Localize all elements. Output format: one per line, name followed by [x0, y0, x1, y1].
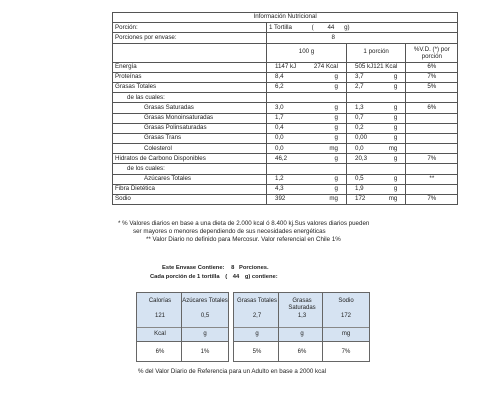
- summary2-paren: (: [225, 274, 228, 280]
- nutrient-name: Grasas Polinsaturadas: [113, 123, 267, 133]
- gda-label: Grasas Totales: [237, 298, 277, 304]
- gda-unit: g: [300, 331, 304, 337]
- gda-unit: mg: [341, 331, 351, 337]
- daily-value: 7%: [406, 154, 458, 164]
- table-row: [113, 82, 458, 92]
- nutrient-name: Sodio: [113, 195, 267, 205]
- gda-divider: [182, 327, 228, 328]
- value-100g-unit: g: [334, 103, 338, 111]
- header-vd: %V.D. (*) por porción: [406, 43, 458, 62]
- gda-label: Azúcares Totales: [182, 298, 228, 304]
- summary2-value: 44: [232, 274, 240, 280]
- value-100g: [267, 123, 347, 133]
- value-portion-amount: 0,5: [355, 175, 364, 183]
- value-portion-unit: g: [393, 185, 398, 193]
- value-100g-amount: 392: [275, 195, 286, 203]
- value-100g-unit: g: [334, 124, 338, 132]
- nutrient-name: Energía: [113, 62, 267, 72]
- gda-value: 1,3: [297, 313, 307, 319]
- table-row: [113, 195, 458, 205]
- summary-line-1: [162, 265, 269, 271]
- nutrient-name: Hidratos de Carbono Disponibles: [113, 154, 267, 164]
- value-100g-unit: g: [334, 83, 338, 91]
- value-100g-unit: g: [334, 113, 338, 121]
- table-row: [113, 62, 458, 72]
- table-row: [113, 113, 458, 123]
- daily-value: 7%: [406, 72, 458, 82]
- gda-label: Calorías: [148, 298, 172, 304]
- header-100g: 100 g: [267, 43, 347, 62]
- nutrient-name: Fibra Dietética: [113, 184, 267, 194]
- value-100g-amount: 1,7: [275, 113, 284, 121]
- nutrient-name: Grasas Saturadas: [113, 103, 267, 113]
- gda-unit: g: [255, 331, 259, 337]
- table-row: [113, 123, 458, 133]
- nutrient-name: Grasas Trans: [113, 133, 267, 143]
- gda-value: 121: [154, 313, 165, 319]
- table-row: [113, 103, 458, 113]
- servings-value: 8: [267, 33, 458, 43]
- nutrient-name: Grasas Totales: [113, 82, 267, 92]
- value-100g-unit: g: [334, 154, 338, 162]
- note-line-1: * % Valores diarios en base a una dieta de 2.000 kcal ó 8.400 kj.Sus valores diarios pueden: [118, 220, 370, 227]
- value-portion-unit: g: [393, 83, 398, 91]
- value-100g-unit: g: [334, 185, 338, 193]
- value-100g-amount: 1147 kJ: [275, 63, 297, 71]
- gda-box-calories: [136, 292, 184, 362]
- value-portion-amount: 1,9: [355, 185, 364, 193]
- value-100g-unit: mg: [329, 144, 338, 152]
- nutrient-name: Colesterol: [113, 144, 267, 154]
- value-100g: [267, 82, 347, 92]
- summary-prefix: Este Envase Contiene:: [162, 265, 225, 271]
- gda-unit: Kcal: [154, 331, 166, 337]
- value-100g: [267, 184, 347, 194]
- servings-label: Porciones por envase:: [113, 33, 267, 43]
- value-portion-unit: g: [393, 103, 398, 111]
- value-100g-amount: 6,2: [275, 83, 284, 91]
- value-100g-amount: 0,4: [275, 124, 284, 132]
- footer-note: % del Valor Diario de Referencia para un Adulto en base a 2000 kcal: [138, 368, 327, 375]
- gda-percent: 7%: [323, 341, 369, 361]
- gda-box-total-fat: [233, 292, 281, 362]
- summary-suffix: Porciones.: [238, 265, 269, 271]
- value-portion: [347, 154, 406, 164]
- value-portion-unit: g: [393, 134, 398, 142]
- gda-divider: [323, 327, 369, 328]
- gda-label: Sodio: [338, 298, 354, 304]
- value-100g: [267, 72, 347, 82]
- gda-divider: [234, 327, 280, 328]
- gda-percent: 5%: [234, 341, 280, 361]
- daily-value: 7%: [406, 195, 458, 205]
- daily-value: 5%: [406, 82, 458, 92]
- value-100g-unit: g: [334, 73, 338, 81]
- nutrient-name: Proteínas: [113, 72, 267, 82]
- daily-value: [406, 113, 458, 123]
- value-100g: [267, 103, 347, 113]
- daily-value: [406, 164, 458, 174]
- value-portion: [347, 195, 406, 205]
- value-portion-unit: mg: [388, 144, 398, 152]
- table-row: [113, 184, 458, 194]
- daily-value: 6%: [406, 103, 458, 113]
- value-100g: [267, 195, 347, 205]
- value-portion-amount: 0,0: [355, 144, 364, 152]
- value-portion: [347, 144, 406, 154]
- gda-percent: 6%: [137, 341, 183, 361]
- nutrition-table: [112, 12, 458, 205]
- value-portion: [347, 93, 406, 103]
- daily-value: [406, 184, 458, 194]
- gda-percent: 6%: [279, 341, 325, 361]
- value-100g-amount: 46,2: [275, 154, 288, 162]
- value-portion: [347, 164, 406, 174]
- value-100g-amount: 1,2: [275, 175, 284, 183]
- summary-count: 8: [231, 265, 235, 271]
- value-portion-amount: 2,7: [355, 83, 364, 91]
- daily-value: [406, 144, 458, 154]
- daily-value: **: [406, 174, 458, 184]
- summary2-prefix: Cada porción de 1 tortilla: [150, 274, 220, 280]
- gda-divider: [137, 327, 183, 328]
- note-line-2: ser mayores o menores dependiendo de sus necesidades energéticas: [133, 228, 326, 235]
- value-100g: [267, 113, 347, 123]
- value-100g-amount: 0,0: [275, 134, 284, 142]
- summary-line-2: [150, 274, 278, 280]
- value-portion-amount: 1,3: [355, 103, 364, 111]
- value-portion-amount: 0,00: [355, 134, 368, 142]
- table-row: [113, 144, 458, 154]
- daily-value: [406, 123, 458, 133]
- table-title: Información Nutricional: [113, 13, 458, 23]
- value-100g-unit: g: [334, 134, 338, 142]
- table-row: [113, 93, 458, 103]
- daily-value: [406, 133, 458, 143]
- nutrient-name: de los cuales:: [113, 164, 267, 174]
- table-row: [113, 154, 458, 164]
- value-portion-unit: g: [393, 175, 398, 183]
- note-line-3: ** Valor Diario no definido para Mercosur. Valor referencial en Chile 1%: [146, 236, 341, 243]
- portion-label: Porción:: [113, 23, 267, 33]
- value-100g: [267, 133, 347, 143]
- gda-label: Grasas Saturadas: [288, 298, 316, 311]
- portion-grams: 44: [327, 23, 335, 31]
- gda-value: 0,5: [200, 313, 210, 319]
- portion-value: 1 Tortilla: [269, 23, 292, 31]
- portion-paren: (: [311, 23, 314, 31]
- header-blank: [113, 43, 267, 62]
- value-100g: [267, 93, 347, 103]
- value-100g-unit: mg: [329, 195, 338, 203]
- value-100g-amount: 0,0: [275, 144, 284, 152]
- value-portion: [347, 72, 406, 82]
- nutrient-name: de las cuales:: [113, 93, 267, 103]
- value-portion: [347, 82, 406, 92]
- gda-unit: g: [203, 331, 207, 337]
- daily-value: [406, 93, 458, 103]
- value-100g: [267, 62, 347, 72]
- value-100g: [267, 144, 347, 154]
- value-100g: [267, 154, 347, 164]
- value-100g: [267, 164, 347, 174]
- value-100g-amount: 8,4: [275, 73, 284, 81]
- table-row: [113, 133, 458, 143]
- portion-value-cell: [267, 23, 458, 33]
- gda-box-sugars: [181, 292, 229, 362]
- value-portion-amount: 172: [355, 195, 366, 203]
- value-100g: [267, 174, 347, 184]
- gda-box-saturated-fat: [278, 292, 326, 362]
- value-portion: [347, 62, 406, 72]
- nutrient-name: Azúcares Totales: [113, 174, 267, 184]
- value-portion: [347, 174, 406, 184]
- daily-value: 6%: [406, 62, 458, 72]
- value-portion-unit: g: [393, 73, 398, 81]
- value-portion-amount: 20,3: [355, 154, 368, 162]
- value-portion: [347, 133, 406, 143]
- value-portion-amount: 0,2: [355, 124, 364, 132]
- gda-value: 2,7: [252, 313, 262, 319]
- gda-box-sodium: [322, 292, 370, 362]
- value-portion: [347, 184, 406, 194]
- value-portion-amount: 0,7: [355, 113, 364, 121]
- value-portion-unit: g: [393, 154, 398, 162]
- gda-value: 172: [340, 313, 351, 319]
- value-100g-unit: g: [334, 175, 338, 183]
- value-portion-unit: mg: [388, 195, 398, 203]
- table-row: [113, 174, 458, 184]
- value-portion-unit: g: [393, 124, 398, 132]
- table-row: [113, 72, 458, 82]
- header-portion: 1 porción: [347, 43, 406, 62]
- value-portion: [347, 113, 406, 123]
- value-portion: [347, 103, 406, 113]
- gda-percent: 1%: [182, 341, 228, 361]
- value-100g-unit: 274 Kcal: [313, 63, 338, 71]
- nutrient-name: Grasas Monoinsaturadas: [113, 113, 267, 123]
- value-portion: [347, 123, 406, 133]
- value-portion-unit: 121 Kcal: [373, 63, 398, 71]
- value-100g-amount: 4,3: [275, 185, 284, 193]
- value-portion-amount: 505 kJ: [355, 63, 374, 71]
- summary2-suffix: g) contiene:: [244, 274, 278, 280]
- value-portion-unit: g: [393, 113, 398, 121]
- table-row: [113, 164, 458, 174]
- gda-divider: [279, 327, 325, 328]
- portion-unit: g): [344, 23, 350, 31]
- value-100g-amount: 3,0: [275, 103, 284, 111]
- value-portion-amount: 3,7: [355, 73, 364, 81]
